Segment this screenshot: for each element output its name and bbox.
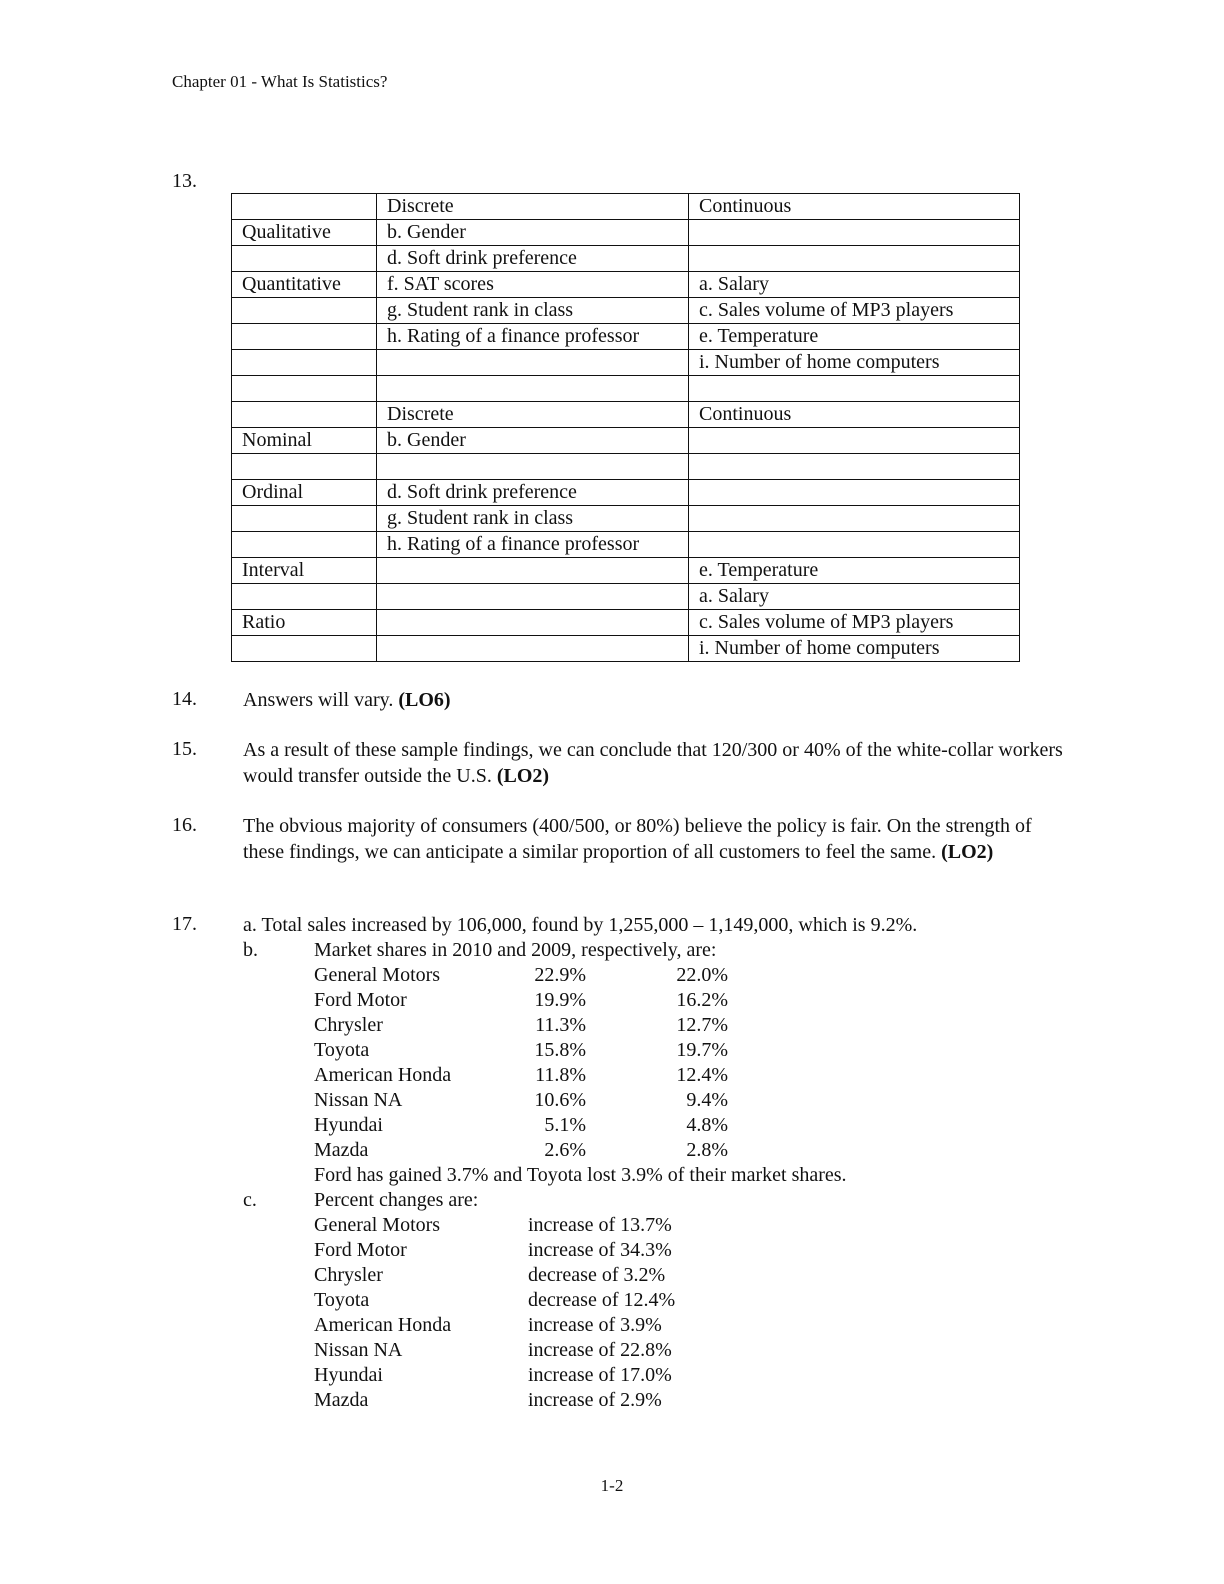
table-cell xyxy=(232,298,377,324)
percent-change: increase of 34.3% xyxy=(528,1239,672,1261)
table-cell xyxy=(377,454,689,480)
share-y2009: 12.4% xyxy=(676,1064,728,1086)
table-row xyxy=(232,220,1020,246)
table-cell xyxy=(232,324,377,350)
company-name: American Honda xyxy=(314,1064,452,1086)
share-y2009: 22.0% xyxy=(676,964,728,986)
table-cell: d. Soft drink preference xyxy=(377,480,689,506)
table-cell: e. Temperature xyxy=(689,324,1020,350)
company-name: Mazda xyxy=(314,1389,369,1411)
table-cell: f. SAT scores xyxy=(377,272,689,298)
share-y2009: 19.7% xyxy=(676,1039,728,1061)
question-17-part-a: a. Total sales increased by 106,000, found by 1,255,000 – 1,149,000, which is 9.2%. xyxy=(243,914,918,936)
table-cell xyxy=(689,220,1020,246)
table-cell xyxy=(689,376,1020,402)
table-cell: Continuous xyxy=(689,402,1020,428)
table-row xyxy=(232,298,1020,324)
company-name: Chrysler xyxy=(314,1014,383,1036)
share-y2009: 16.2% xyxy=(676,989,728,1011)
question-17-part-c-label: c. xyxy=(243,1189,257,1211)
table-cell: Qualitative xyxy=(232,220,377,246)
answer-text: Answers will vary. xyxy=(243,689,399,711)
percent-change: increase of 13.7% xyxy=(528,1214,672,1236)
company-name: Ford Motor xyxy=(314,989,407,1011)
learning-objective: (LO2) xyxy=(941,840,994,863)
percent-change-intro: Percent changes are: xyxy=(314,1189,479,1211)
question-13-number: 13. xyxy=(172,170,197,192)
table-cell: a. Salary xyxy=(689,272,1020,298)
table-cell xyxy=(232,454,377,480)
table-cell: i. Number of home computers xyxy=(689,636,1020,662)
table-cell xyxy=(232,584,377,610)
share-y2010: 15.8% xyxy=(534,1039,586,1061)
table-cell: c. Sales volume of MP3 players xyxy=(689,298,1020,324)
table-cell: Continuous xyxy=(689,194,1020,220)
company-name: Mazda xyxy=(314,1139,369,1161)
table-row xyxy=(232,636,1020,662)
table-cell: i. Number of home computers xyxy=(689,350,1020,376)
table-cell: Discrete xyxy=(377,402,689,428)
table-cell: h. Rating of a finance professor xyxy=(377,532,689,558)
table-cell xyxy=(232,350,377,376)
percent-change: increase of 3.9% xyxy=(528,1314,662,1336)
table-cell xyxy=(689,246,1020,272)
share-y2009: 9.4% xyxy=(686,1089,728,1111)
company-name: American Honda xyxy=(314,1314,452,1336)
share-y2010: 5.1% xyxy=(544,1114,586,1136)
question-16-answer xyxy=(243,814,1073,865)
percent-change: decrease of 12.4% xyxy=(528,1289,676,1311)
table-cell: Discrete xyxy=(377,194,689,220)
share-y2009: 4.8% xyxy=(686,1114,728,1136)
table-row xyxy=(232,506,1020,532)
table-cell xyxy=(689,428,1020,454)
company-name: Hyundai xyxy=(314,1364,383,1386)
table-row xyxy=(232,454,1020,480)
table-cell xyxy=(689,454,1020,480)
answer-text: The obvious majority of consumers (400/500, or 80%) believe the policy is fair. On the strength of these findings, we can anticipate a similar proportion of all customers to feel the same. xyxy=(243,815,1032,863)
table-row xyxy=(232,402,1020,428)
table-row xyxy=(232,246,1020,272)
table-cell: b. Gender xyxy=(377,428,689,454)
share-y2010: 11.8% xyxy=(535,1064,586,1086)
company-name: Toyota xyxy=(314,1039,370,1061)
table-cell xyxy=(689,532,1020,558)
question-17-part-b-label: b. xyxy=(243,939,258,961)
company-name: Hyundai xyxy=(314,1114,383,1136)
company-name: Ford Motor xyxy=(314,1239,407,1261)
share-y2010: 2.6% xyxy=(544,1139,586,1161)
table-cell: e. Temperature xyxy=(689,558,1020,584)
table-row xyxy=(232,350,1020,376)
share-y2009: 12.7% xyxy=(676,1014,728,1036)
question-15-number: 15. xyxy=(172,738,197,760)
table-cell: Ordinal xyxy=(232,480,377,506)
table-row xyxy=(232,194,1020,220)
table-cell xyxy=(232,376,377,402)
table-cell xyxy=(377,350,689,376)
table-cell: c. Sales volume of MP3 players xyxy=(689,610,1020,636)
market-share-intro: Market shares in 2010 and 2009, respectively, are: xyxy=(314,939,717,961)
question-17-number: 17. xyxy=(172,913,197,935)
table-row xyxy=(232,428,1020,454)
company-name: Nissan NA xyxy=(314,1089,403,1111)
share-y2010: 22.9% xyxy=(534,964,586,986)
table-cell: g. Student rank in class xyxy=(377,298,689,324)
percent-change: increase of 22.8% xyxy=(528,1339,672,1361)
page-header: Chapter 01 - What Is Statistics? xyxy=(172,72,388,91)
table-row xyxy=(232,532,1020,558)
share-y2009: 2.8% xyxy=(686,1139,728,1161)
question-16-number: 16. xyxy=(172,814,197,836)
table-cell xyxy=(232,532,377,558)
share-y2010: 11.3% xyxy=(535,1014,586,1036)
question-15-answer xyxy=(243,738,1073,789)
company-name: Nissan NA xyxy=(314,1339,403,1361)
company-name: General Motors xyxy=(314,1214,441,1236)
table-cell xyxy=(377,558,689,584)
table-cell: Nominal xyxy=(232,428,377,454)
table-cell: h. Rating of a finance professor xyxy=(377,324,689,350)
table-row xyxy=(232,558,1020,584)
table-cell xyxy=(689,506,1020,532)
question-14-answer xyxy=(243,688,1073,714)
table-cell xyxy=(377,376,689,402)
table-row xyxy=(232,584,1020,610)
learning-objective: (LO6) xyxy=(398,689,451,711)
question-14-number: 14. xyxy=(172,688,197,710)
classification-table xyxy=(231,193,1020,662)
table-row xyxy=(232,376,1020,402)
percent-change: increase of 2.9% xyxy=(528,1389,662,1411)
table-cell: b. Gender xyxy=(377,220,689,246)
table-cell xyxy=(232,636,377,662)
company-name: General Motors xyxy=(314,964,441,986)
table-cell: Ratio xyxy=(232,610,377,636)
table-cell: Interval xyxy=(232,558,377,584)
percent-change: decrease of 3.2% xyxy=(528,1264,666,1286)
percent-change: increase of 17.0% xyxy=(528,1364,672,1386)
table-cell xyxy=(232,194,377,220)
table-row xyxy=(232,324,1020,350)
table-cell: g. Student rank in class xyxy=(377,506,689,532)
table-cell xyxy=(689,480,1020,506)
table-row xyxy=(232,610,1020,636)
table-cell: a. Salary xyxy=(689,584,1020,610)
table-cell: d. Soft drink preference xyxy=(377,246,689,272)
company-name: Toyota xyxy=(314,1289,370,1311)
table-cell xyxy=(377,610,689,636)
table-cell: Quantitative xyxy=(232,272,377,298)
market-share-conclusion: Ford has gained 3.7% and Toyota lost 3.9% of their market shares. xyxy=(314,1164,847,1186)
table-row xyxy=(232,480,1020,506)
company-name: Chrysler xyxy=(314,1264,383,1286)
table-cell xyxy=(232,402,377,428)
table-cell xyxy=(232,246,377,272)
table-cell xyxy=(377,636,689,662)
answer-text: As a result of these sample findings, we can conclude that 120/300 or 40% of the white-collar workers would transfer outside the U.S. xyxy=(243,739,1063,787)
share-y2010: 10.6% xyxy=(534,1089,586,1111)
learning-objective: (LO2) xyxy=(496,764,550,787)
share-y2010: 19.9% xyxy=(534,989,586,1011)
page-number: 1-2 xyxy=(600,1476,624,1495)
table-cell xyxy=(232,506,377,532)
table-row xyxy=(232,272,1020,298)
table-cell xyxy=(377,584,689,610)
